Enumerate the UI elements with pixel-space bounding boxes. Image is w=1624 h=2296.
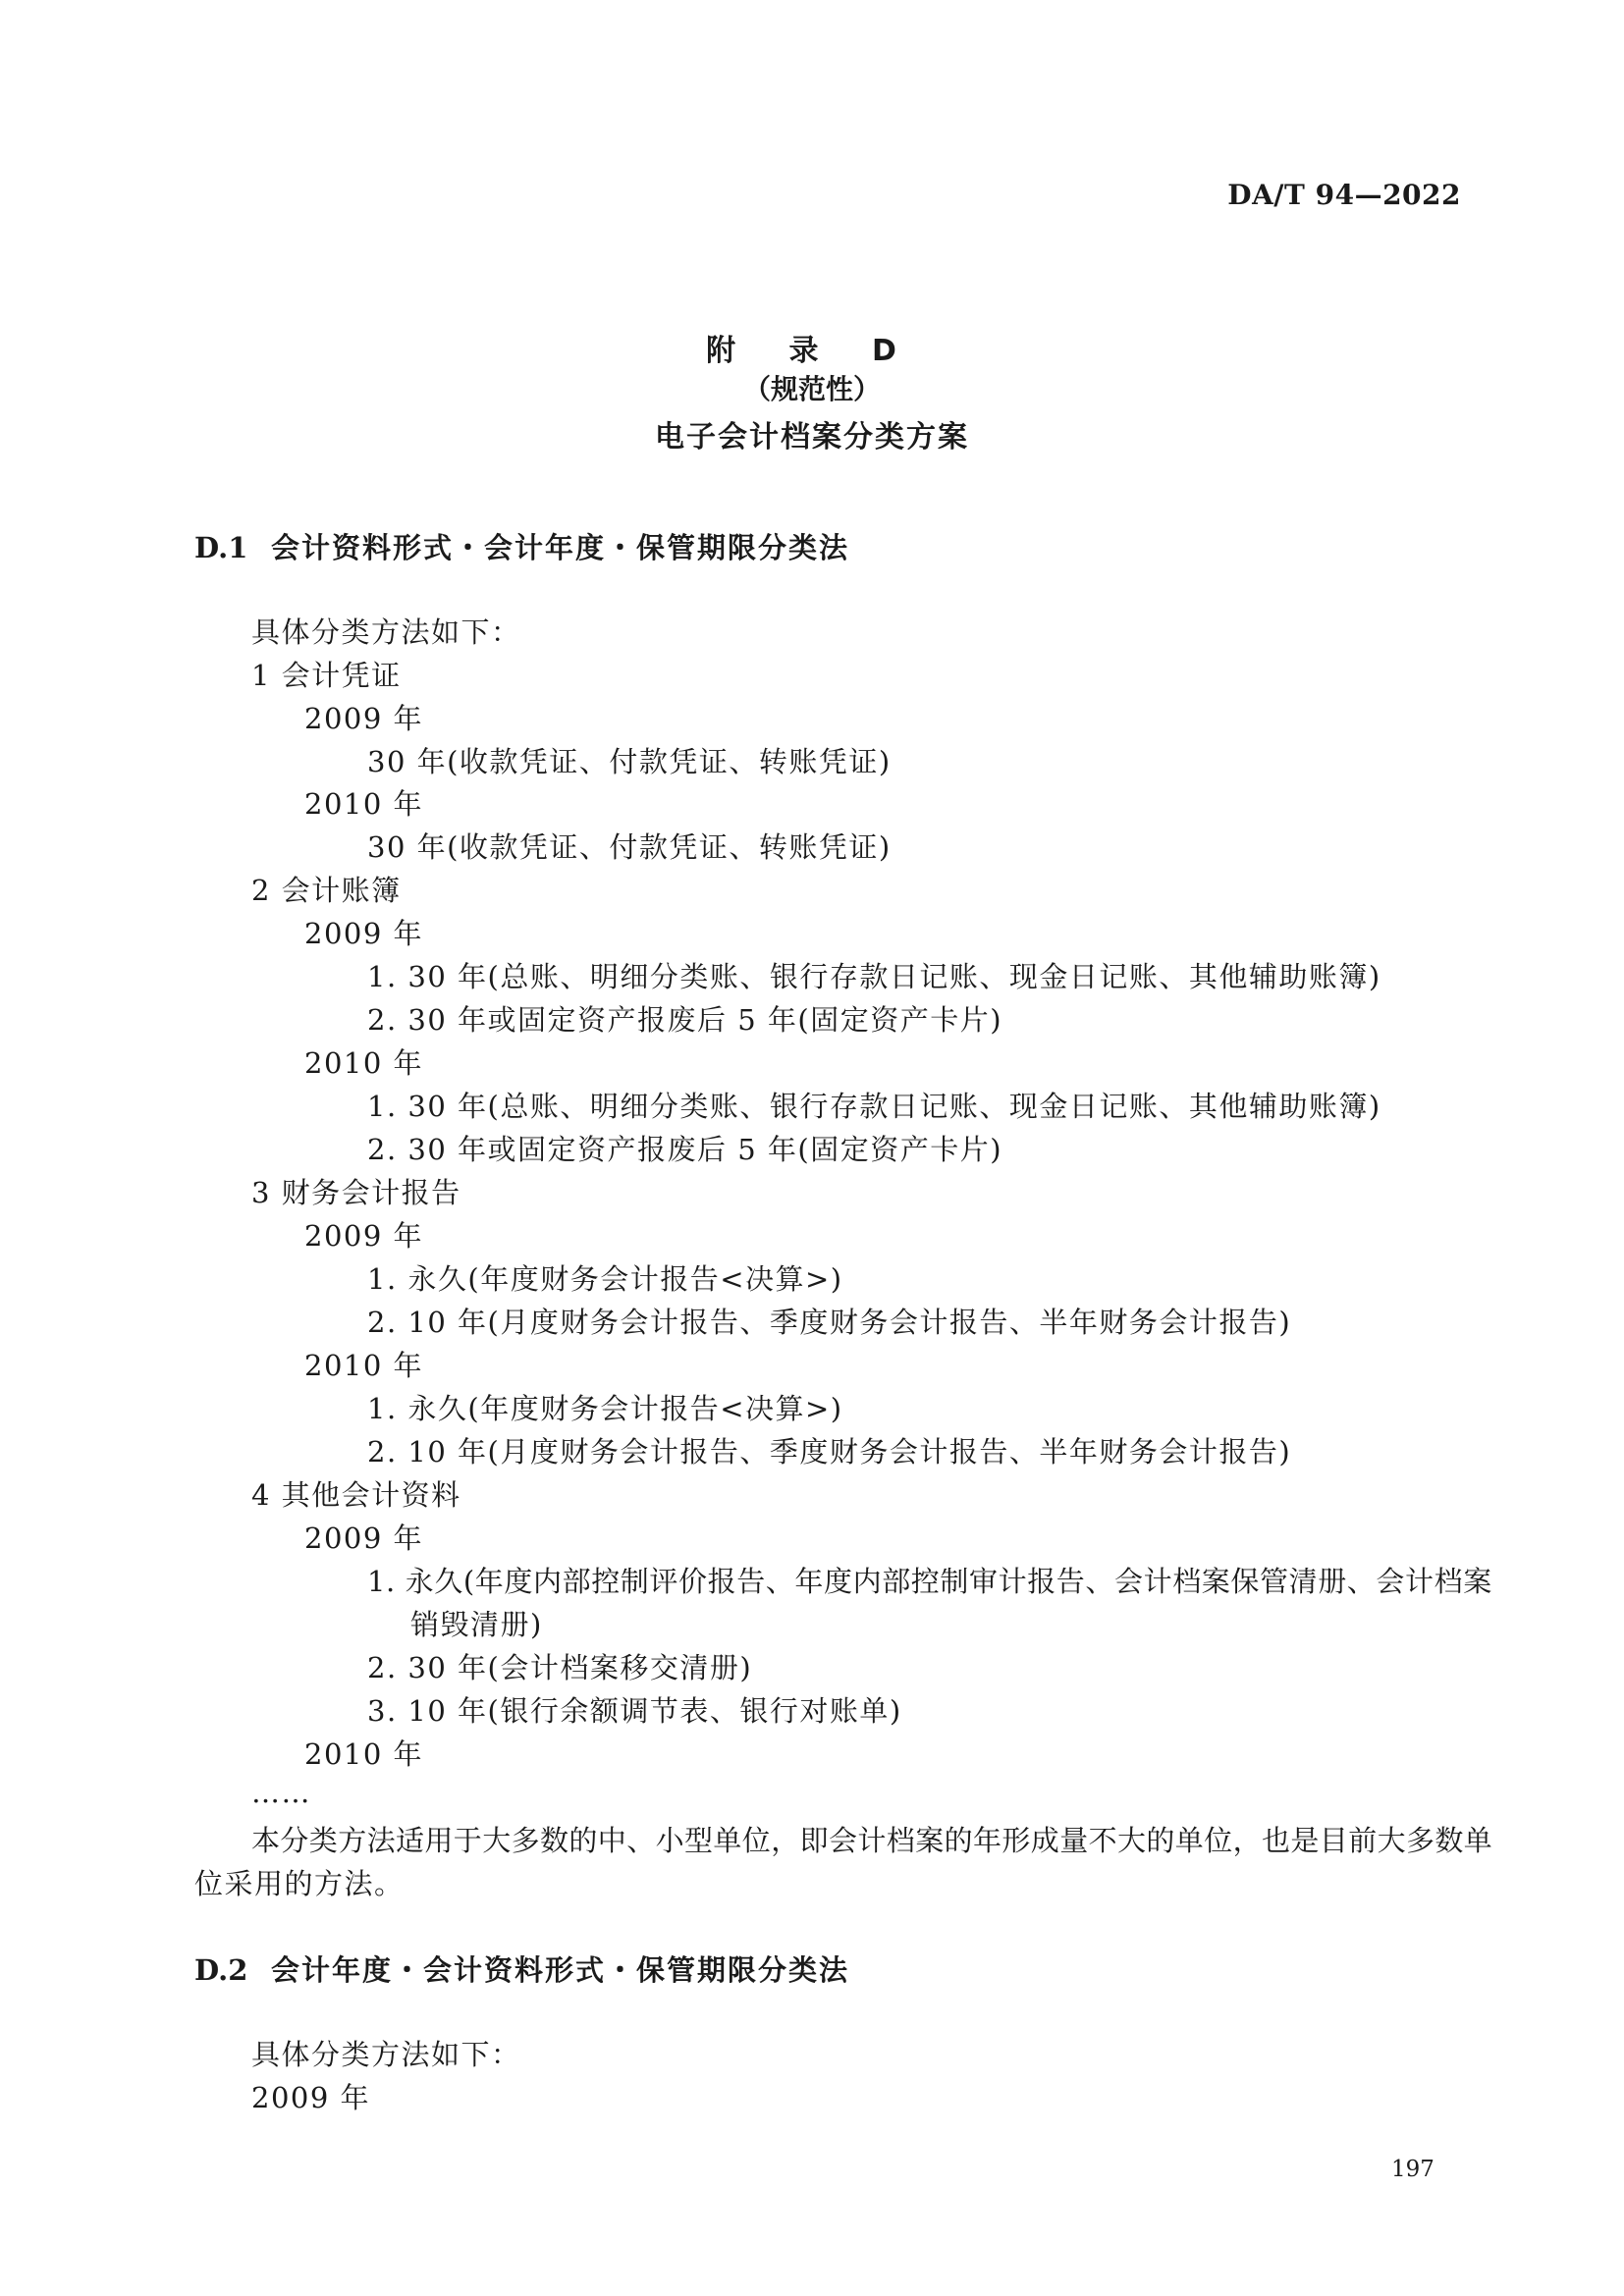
section-number: D.2 xyxy=(194,1953,248,1987)
section-heading-d2 xyxy=(194,1949,849,1989)
body-line: 本分类方法适用于大多数的中、小型单位，即会计档案的年形成量不大的单位，也是目前大多数单 xyxy=(251,1824,1493,1857)
year-line: 2009 年 xyxy=(304,1522,424,1555)
body-line-continued: 位采用的方法。 xyxy=(194,1867,405,1900)
retention-line: 2. 30 年或固定资产报废后 5 年(固定资产卡片) xyxy=(367,1133,1003,1166)
year-line: 2010 年 xyxy=(304,1349,424,1382)
section-title: 会计年度・会计资料形式・保管期限分类法 xyxy=(271,1953,850,1987)
body-line: 具体分类方法如下： xyxy=(251,2038,521,2071)
retention-line: 1. 30 年(总账、明细分类账、银行存款日记账、现金日记账、其他辅助账簿) xyxy=(367,960,1381,993)
appendix-normative-label: （规范性） xyxy=(742,373,881,405)
retention-line: 30 年(收款凭证、付款凭证、转账凭证) xyxy=(367,830,892,864)
year-line: 2009 年 xyxy=(304,917,424,950)
section-title: 会计资料形式・会计年度・保管期限分类法 xyxy=(271,531,850,564)
year-line: 2010 年 xyxy=(304,1046,424,1080)
standard-code: DA/T 94—2022 xyxy=(1227,179,1461,211)
retention-line-continued: 销毁清册) xyxy=(410,1608,543,1641)
category-line: 3 财务会计报告 xyxy=(251,1176,461,1209)
body-line: 具体分类方法如下： xyxy=(251,615,521,649)
retention-line: 1. 永久(年度内部控制评价报告、年度内部控制审计报告、会计档案保管清册、会计档案 xyxy=(367,1565,1492,1598)
appendix-title: 附 录 D xyxy=(706,334,918,368)
year-line: 2009 年 xyxy=(304,1219,424,1253)
retention-line: 3. 10 年(银行余额调节表、银行对账单) xyxy=(367,1694,902,1728)
retention-line: 2. 10 年(月度财务会计报告、季度财务会计报告、半年财务会计报告) xyxy=(367,1435,1292,1468)
category-line: 1 会计凭证 xyxy=(251,659,402,692)
category-line: 2 会计账簿 xyxy=(251,874,402,907)
retention-line: 30 年(收款凭证、付款凭证、转账凭证) xyxy=(367,745,892,778)
appendix-subject: 电子会计档案分类方案 xyxy=(655,420,969,454)
ellipsis: …… xyxy=(251,1776,311,1809)
retention-line: 2. 10 年(月度财务会计报告、季度财务会计报告、半年财务会计报告) xyxy=(367,1306,1292,1339)
category-line: 4 其他会计资料 xyxy=(251,1478,461,1512)
retention-line: 1. 30 年(总账、明细分类账、银行存款日记账、现金日记账、其他辅助账簿) xyxy=(367,1090,1381,1123)
section-number: D.1 xyxy=(194,531,248,564)
retention-line: 1. 永久(年度财务会计报告<决算>) xyxy=(367,1262,843,1296)
year-line: 2009 年 xyxy=(251,2081,371,2114)
retention-line: 2. 30 年(会计档案移交清册) xyxy=(367,1651,753,1684)
year-line: 2010 年 xyxy=(304,1737,424,1771)
section-heading-d1 xyxy=(194,526,849,566)
year-line: 2010 年 xyxy=(304,787,424,821)
retention-line: 1. 永久(年度财务会计报告<决算>) xyxy=(367,1392,843,1425)
year-line: 2009 年 xyxy=(304,702,424,735)
page-number: 197 xyxy=(1391,2157,1435,2182)
retention-line: 2. 30 年或固定资产报废后 5 年(固定资产卡片) xyxy=(367,1003,1003,1037)
